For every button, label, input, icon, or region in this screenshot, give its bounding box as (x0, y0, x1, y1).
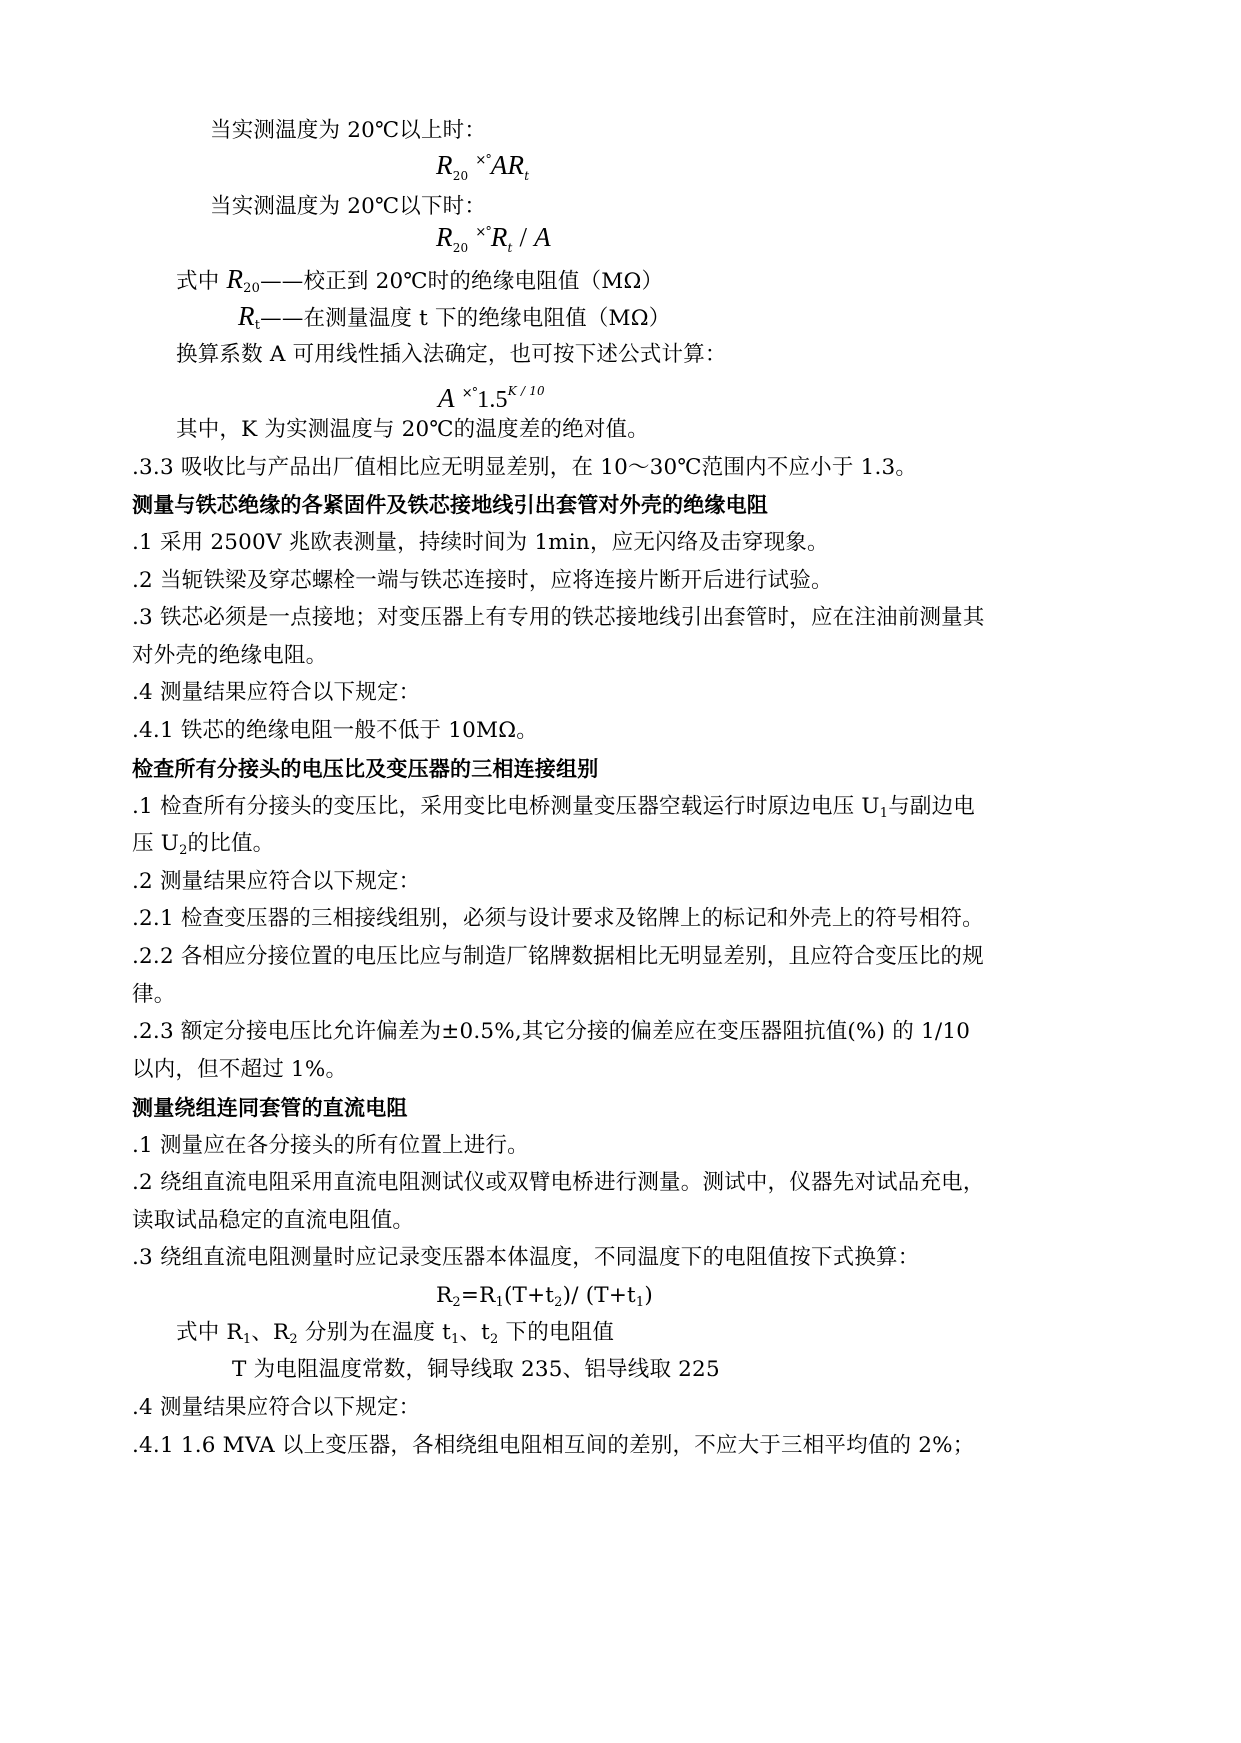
text-line: .4 测量结果应符合以下规定： (132, 680, 421, 705)
text-line: 律。 (132, 982, 176, 1007)
text-line: .2.1 检查变压器的三相接线组别，必须与设计要求及铭牌上的标记和外壳上的符号相符。 (132, 906, 984, 931)
text-line: .3 铁芯必须是一点接地；对变压器上有专用的铁芯接地线引出套管时，应在注油前测量其 (132, 605, 985, 630)
text-line: .1 采用 2500V 兆欧表测量，持续时间为 1min，应无闪络及击穿现象。 (132, 530, 829, 555)
formula-below-20: $R_{20}$ $^{\times^\circ}R_t$ / A (436, 222, 551, 255)
definition-r20: 式中 R20——校正到 20℃时的绝缘电阻值（MΩ） (176, 264, 664, 296)
definition-rt: Rt——在测量温度 t 下的绝缘电阻值（MΩ） (238, 301, 671, 333)
text-line: 对外壳的绝缘电阻。 (132, 643, 328, 668)
text-line: .2 测量结果应符合以下规定： (132, 869, 421, 894)
text-line: .2 绕组直流电阻采用直流电阻测试仪或双臂电桥进行测量。测试中，仪器先对试品充电， (132, 1170, 985, 1195)
section-heading: 测量绕组连同套管的直流电阻 (132, 1096, 408, 1120)
text-line: .2.2 各相应分接位置的电压比应与制造厂铭牌数据相比无明显差别，且应符合变压比的规 (132, 944, 984, 969)
text-line: .1 检查所有分接头的变压比，采用变比电桥测量变压器空载运行时原边电压 U1与副边电 (132, 794, 976, 821)
text-line: .4.1 铁芯的绝缘电阻一般不低于 10MΩ。 (132, 718, 538, 743)
text-line: 当实测温度为 20℃以下时： (210, 194, 487, 219)
section-heading: 测量与铁芯绝缘的各紧固件及铁芯接地线引出套管对外壳的绝缘电阻 (132, 493, 768, 517)
text-line: 读取试品稳定的直流电阻值。 (132, 1208, 415, 1233)
text-line: .3.3 吸收比与产品出厂值相比应无明显差别，在 10～30℃范围内不应小于 1.3。 (132, 455, 918, 480)
text-line: 压 U2的比值。 (132, 831, 275, 858)
text-line: 其中，K 为实测温度与 20℃的温度差的绝对值。 (176, 417, 649, 442)
formula-above-20: $R_{20}$ $^{\times^\circ}AR_t$ (436, 150, 530, 183)
text-line: T 为电阻温度常数，铜导线取 235、铝导线取 225 (232, 1357, 720, 1382)
text-line: .2.3 额定分接电压比允许偏差为±0.5%,其它分接的偏差应在变压器阻抗值(%) 的 1/10 (132, 1019, 971, 1044)
text-line: .4.1 1.6 MVA 以上变压器，各相绕组电阻相互间的差别，不应大于三相平均值的 2%； (132, 1433, 975, 1458)
formula-resistance: R2=R1(T+t2)/ (T+t1) (436, 1283, 653, 1310)
text-line: .2 当轭铁梁及穿芯螺栓一端与铁芯连接时，应将连接片断开后进行试验。 (132, 568, 833, 593)
text-line: .3 绕组直流电阻测量时应记录变压器本体温度，不同温度下的电阻值按下式换算： (132, 1245, 920, 1270)
text-line: .4 测量结果应符合以下规定： (132, 1395, 421, 1420)
text-line: 换算系数 A 可用线性插入法确定，也可按下述公式计算： (176, 342, 727, 367)
section-heading: 检查所有分接头的电压比及变压器的三相连接组别 (132, 757, 599, 781)
formula-a: A $^{\times^\circ}1.5^{K / 10}$ (438, 383, 545, 413)
text-line: 式中 R1、R2 分别为在温度 t1、t2 下的电阻值 (176, 1320, 615, 1347)
text-line: .1 测量应在各分接头的所有位置上进行。 (132, 1133, 529, 1158)
text-line: 以内，但不超过 1%。 (132, 1057, 348, 1082)
text-line: 当实测温度为 20℃以上时： (210, 118, 487, 143)
